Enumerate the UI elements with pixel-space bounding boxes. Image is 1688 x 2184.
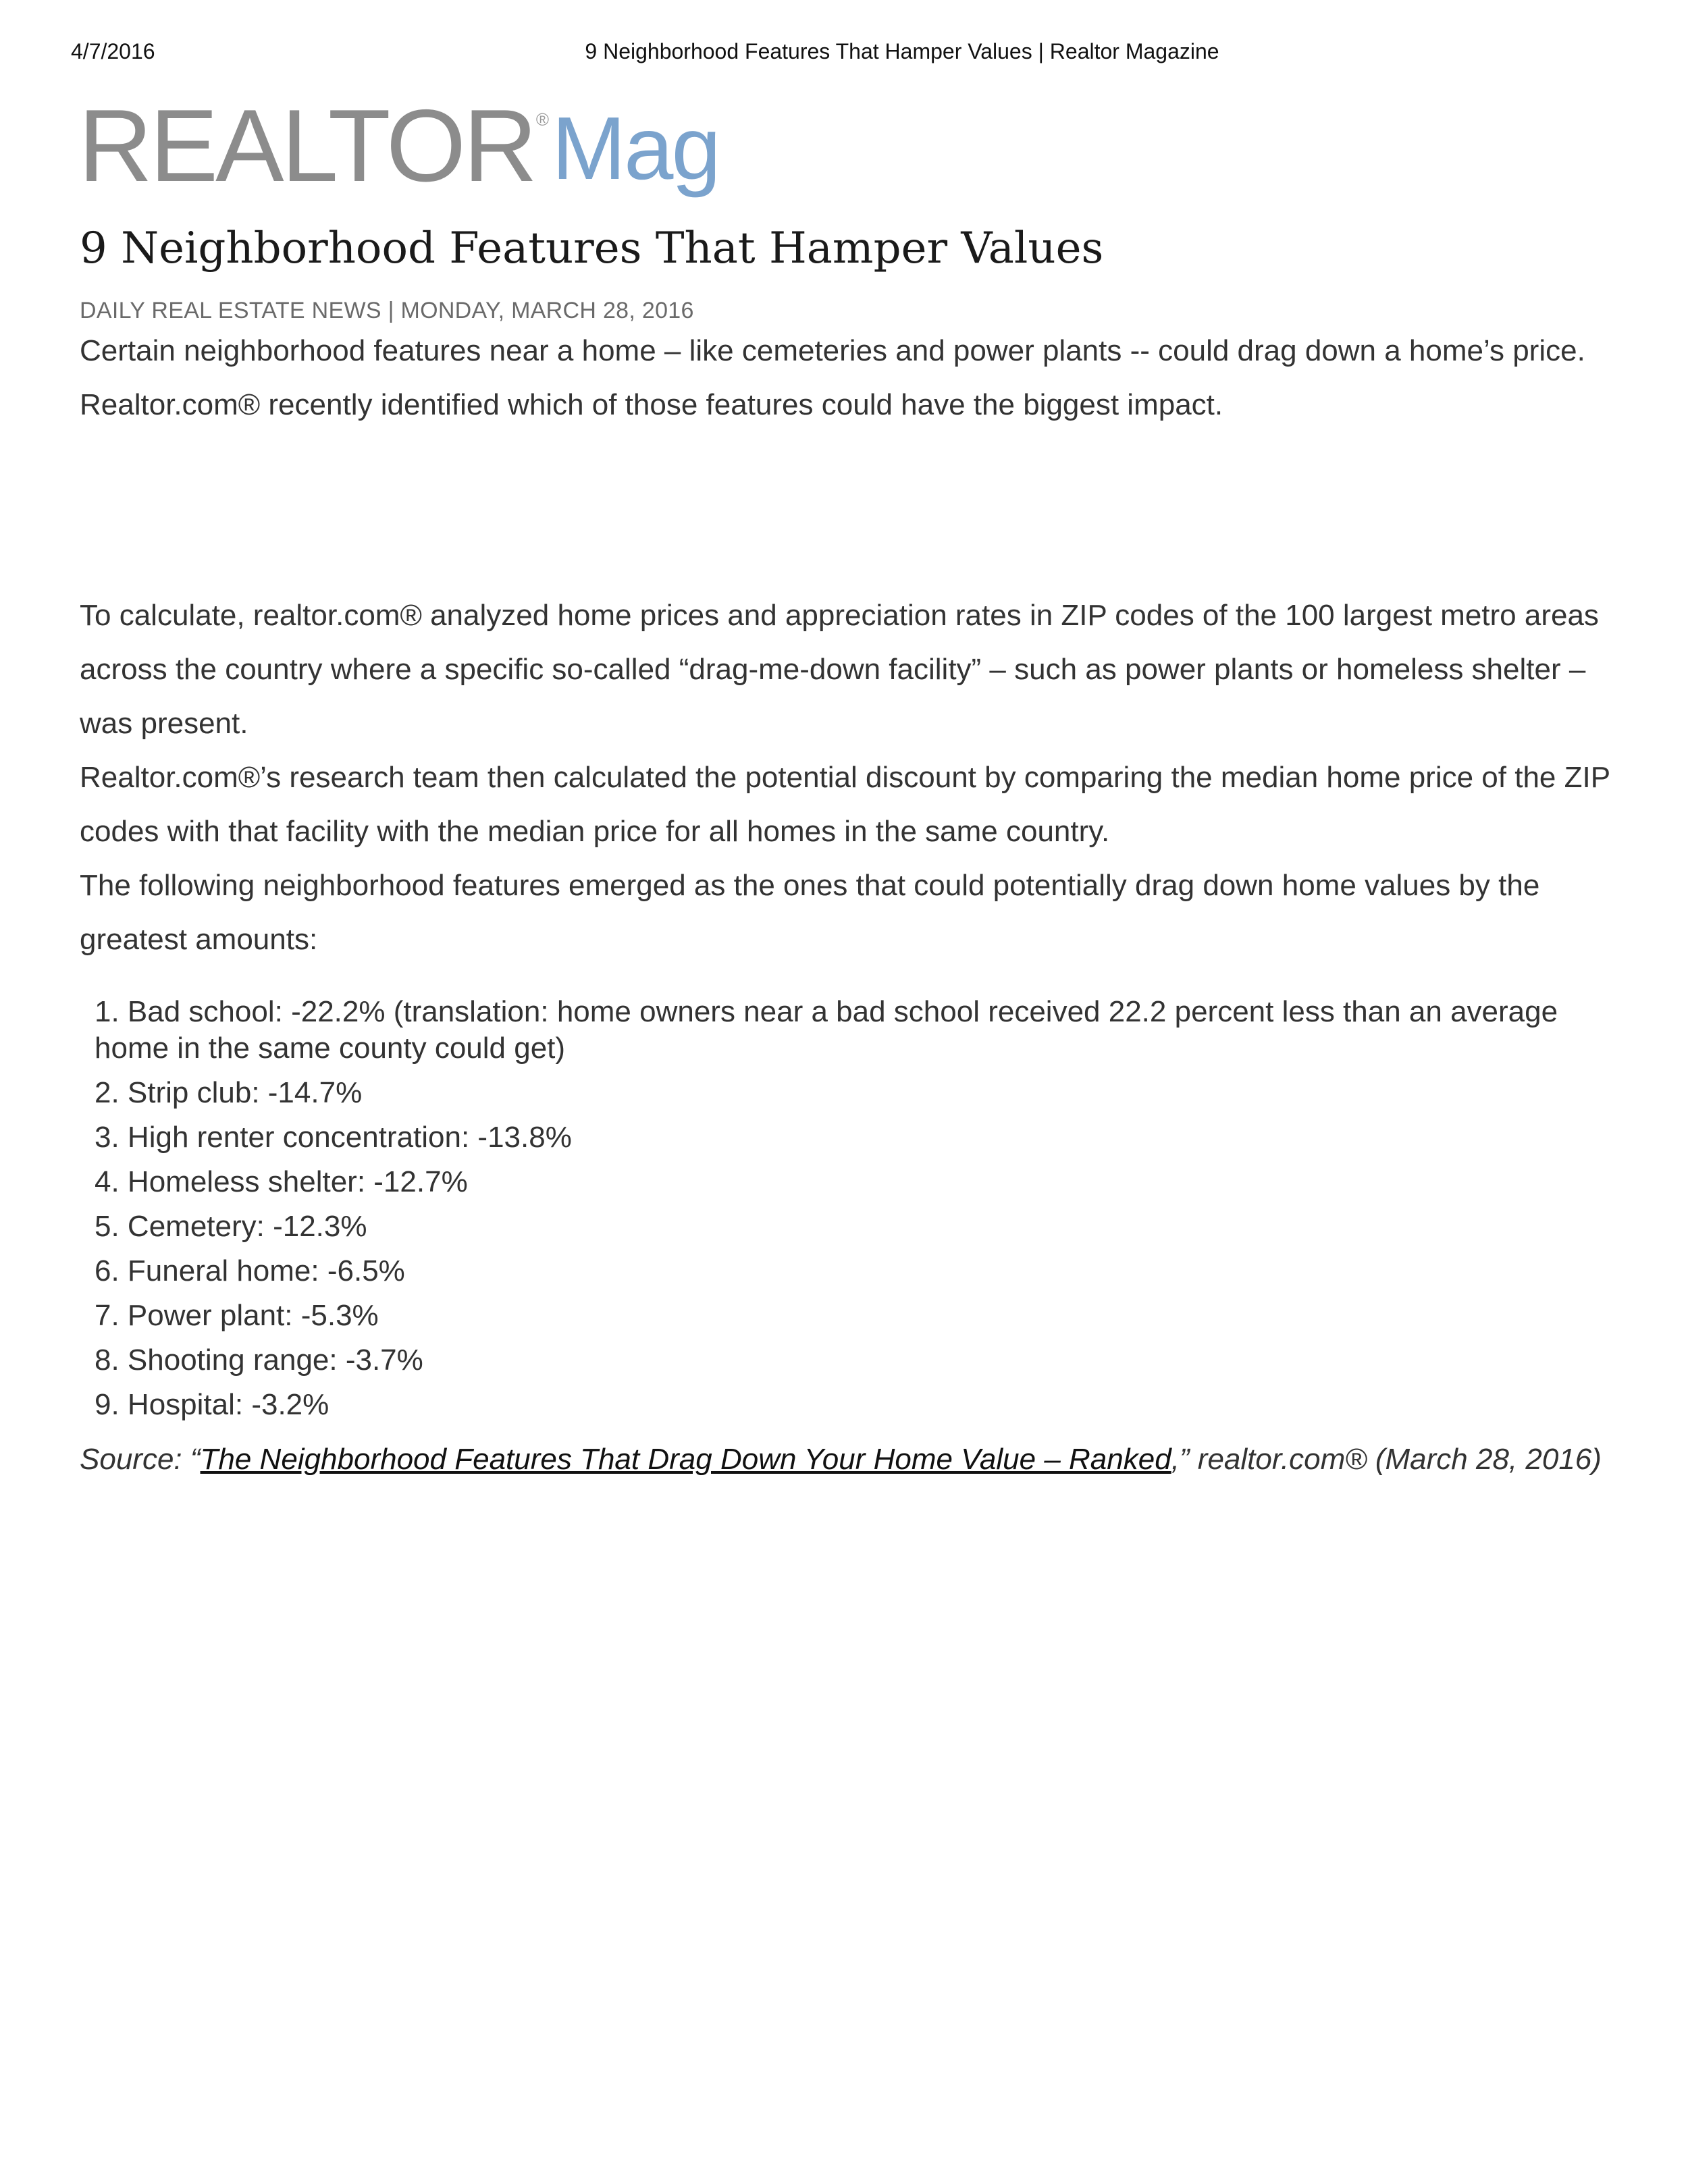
paragraph-list-intro: The following neighborhood features emerged as the ones that could potentially drag down home values by the greatest amounts:	[80, 868, 1540, 956]
article	[80, 216, 1626, 1487]
content-gap	[80, 432, 1626, 589]
list-item: 2. Strip club: -14.7%	[95, 1075, 363, 1109]
logo-realtor-text: REALTOR	[78, 88, 535, 203]
list-item: 6. Funeral home: -6.5%	[95, 1254, 405, 1287]
source-suffix: ,” realtor.com® (March 28, 2016)	[1171, 1442, 1602, 1476]
print-date: 4/7/2016	[71, 39, 155, 63]
paragraph-research: Realtor.com®’s research team then calculated the potential discount by comparing the median home price of the ZIP codes with that facility with the median price for all homes in the same country.	[80, 760, 1610, 848]
logo-registered-mark: ®	[535, 109, 550, 130]
realtor-mag-logo[interactable]	[78, 88, 719, 203]
article-title: 9 Neighborhood Features That Hamper Values	[80, 223, 1104, 273]
source-link[interactable]: The Neighborhood Features That Drag Down Your Home Value – Ranked	[200, 1442, 1171, 1476]
source-prefix: Source: “	[80, 1442, 201, 1476]
article-byline: DAILY REAL ESTATE NEWS | MONDAY, MARCH 28, 2016	[80, 297, 694, 323]
list-item: 7. Power plant: -5.3%	[95, 1298, 379, 1332]
intro-paragraph: Certain neighborhood features near a home – like cemeteries and power plants -- could drag down a home’s price. Realtor.com® recently identified which of those features could have the biggest impact.	[80, 334, 1585, 421]
features-list	[80, 994, 1626, 1423]
source-citation	[80, 1433, 1626, 1487]
list-item: 3. High renter concentration: -13.8%	[95, 1120, 572, 1154]
list-item: 8. Shooting range: -3.7%	[95, 1343, 423, 1377]
list-item: 1. Bad school: -22.2% (translation: home owners near a bad school received 22.2 percent less than an average home in the same county could get)	[95, 994, 1558, 1065]
logo-mag-text: Mag	[552, 99, 719, 198]
list-item: 4. Homeless shelter: -12.7%	[95, 1165, 468, 1198]
list-item: 5. Cemetery: -12.3%	[95, 1209, 367, 1243]
list-item: 9. Hospital: -3.2%	[95, 1387, 329, 1421]
print-page-title: 9 Neighborhood Features That Hamper Values | Realtor Magazine	[585, 39, 1219, 63]
print-header	[0, 39, 1688, 69]
paragraph-methodology: To calculate, realtor.com® analyzed home prices and appreciation rates in ZIP codes of the 100 largest metro areas across the country where a specific so-called “drag-me-down facility” – such as power plants or homeless shelter – was present.	[80, 598, 1599, 740]
